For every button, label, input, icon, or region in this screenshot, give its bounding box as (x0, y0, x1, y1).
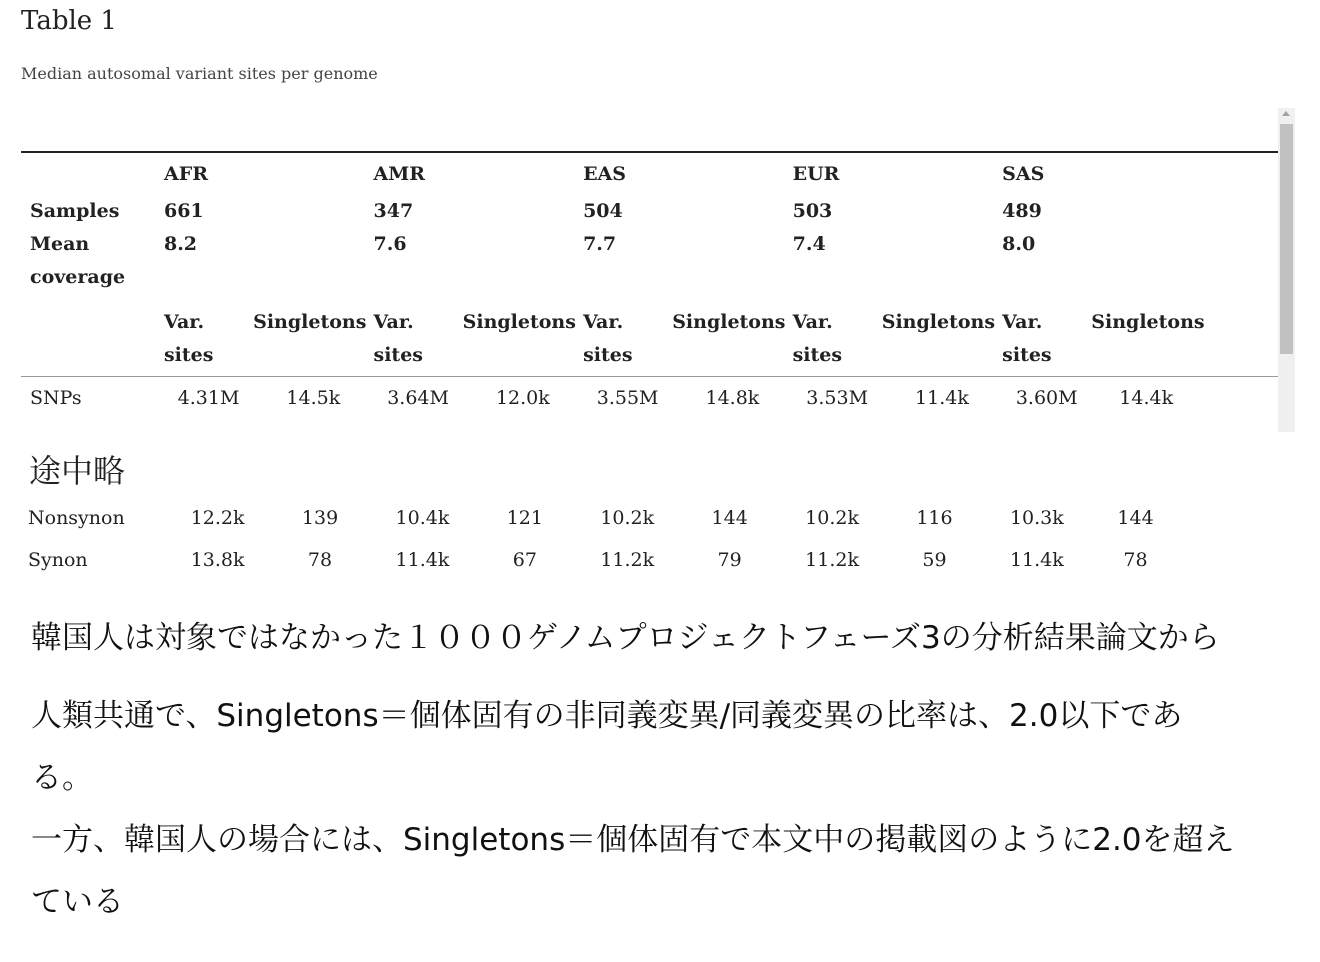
var-sites-header (583, 294, 672, 377)
snps-row (21, 377, 1278, 416)
nonsynon-cell: 144 (711, 507, 748, 529)
var-sites-header (793, 294, 882, 377)
snps-cell: 4.31M (164, 377, 253, 416)
samples-value: 489 (1002, 200, 1042, 222)
coding-variant-table (21, 497, 1278, 581)
samples-value: 661 (163, 200, 204, 222)
omitted-section-note: 途中略 (29, 452, 126, 490)
coverage-label-line1: Mean (30, 233, 90, 255)
samples-value: 504 (583, 200, 623, 222)
coverage-label-line2: coverage (30, 266, 126, 288)
snps-cell: 14.4k (1091, 377, 1278, 416)
coverage-value: 7.7 (583, 233, 617, 255)
synon-cell: 59 (922, 549, 947, 571)
synon-cell: 13.8k (190, 549, 245, 571)
population-header: AMR (373, 163, 426, 185)
var-sites-header (164, 294, 253, 377)
synon-cell: 78 (307, 549, 333, 571)
var-label-line1: Var. (163, 311, 205, 333)
coverage-value: 8.2 (163, 233, 198, 255)
row-header-samples: Samples (30, 200, 120, 222)
population-header: SAS (1002, 163, 1045, 185)
var-label-line1: Var. (1002, 311, 1043, 333)
snps-cell: 3.53M (793, 377, 882, 416)
samples-value: 503 (792, 200, 833, 222)
var-label-line2: sites (792, 344, 843, 366)
singletons-header: Singletons (253, 311, 367, 333)
synon-cell: 11.2k (805, 549, 859, 571)
singletons-header: Singletons (672, 311, 786, 333)
subheader-row (21, 294, 1278, 377)
nonsynon-cell: 121 (506, 507, 543, 529)
snps-cell: 11.4k (882, 377, 1002, 416)
empty-subheader-cell (21, 294, 164, 377)
var-label-line1: Var. (373, 311, 414, 333)
var-sites-header (1002, 294, 1091, 377)
nonsynon-cell: 10.2k (600, 507, 655, 529)
snps-cell: 3.60M (1002, 377, 1091, 416)
var-label-line2: sites (583, 344, 633, 366)
var-label-line1: Var. (792, 311, 833, 333)
samples-row (21, 195, 1278, 228)
var-label-line1: Var. (583, 311, 624, 333)
snps-cell: 12.0k (463, 377, 583, 416)
nonsynon-cell: 10.3k (1009, 507, 1064, 529)
commentary-line-1: 韓国人は対象ではなかった１０００ゲノムプロジェクトフェーズ3の分析結果論文から (31, 620, 1220, 656)
synon-cell: 79 (717, 549, 742, 571)
empty-header-cell (21, 152, 164, 195)
population-header: AFR (163, 163, 208, 185)
row-header-snps: SNPs (21, 377, 164, 416)
commentary-line-5: ている (31, 884, 124, 920)
var-sites-header (374, 294, 463, 377)
scrollbar-thumb[interactable] (1280, 124, 1293, 354)
commentary-line-4: 一方、韓国人の場合には、Singletons＝個体固有で本文中の掲載図のように2.0を超え (31, 822, 1235, 858)
commentary-line-3: る。 (31, 760, 93, 796)
var-label-line2: sites (373, 344, 423, 366)
nonsynon-cell: 139 (301, 507, 339, 529)
var-label-line2: sites (163, 344, 214, 366)
nonsynon-cell: 10.4k (395, 507, 450, 529)
singletons-header: Singletons (881, 311, 996, 333)
nonsynon-cell: 116 (916, 507, 953, 529)
row-header-coverage (21, 228, 164, 294)
table-subtitle: Median autosomal variant sites per genome (21, 64, 378, 83)
table-title: Table 1 (21, 6, 117, 36)
coverage-value: 7.4 (792, 233, 826, 255)
row-header-synon: Synon (28, 549, 88, 571)
samples-value: 347 (373, 200, 414, 222)
synon-cell: 67 (512, 549, 537, 571)
scroll-up-arrow-icon[interactable] (1282, 111, 1290, 116)
coverage-value: 7.6 (373, 233, 407, 255)
population-header-row (21, 152, 1278, 195)
variant-table (21, 151, 1278, 415)
nonsynon-row (21, 497, 1278, 539)
snps-cell: 3.55M (583, 377, 672, 416)
snps-cell: 14.8k (672, 377, 792, 416)
row-header-nonsynon: Nonsynon (28, 507, 125, 529)
scrollable-table-container[interactable] (21, 108, 1295, 432)
singletons-header: Singletons (462, 311, 576, 333)
population-header: EAS (583, 163, 627, 185)
var-label-line2: sites (1002, 344, 1052, 366)
commentary-line-2: 人類共通で、Singletons＝個体固有の非同義変異/同義変異の比率は、2.0以下であ (31, 698, 1183, 734)
coverage-row (21, 228, 1278, 294)
synon-cell: 78 (1123, 549, 1148, 571)
nonsynon-cell: 10.2k (805, 507, 859, 529)
synon-row (21, 539, 1278, 581)
synon-cell: 11.4k (1009, 549, 1064, 571)
snps-cell: 3.64M (374, 377, 463, 416)
nonsynon-cell: 12.2k (190, 507, 245, 529)
synon-cell: 11.4k (395, 549, 450, 571)
snps-cell: 14.5k (253, 377, 373, 416)
singletons-header: Singletons (1091, 311, 1205, 333)
coverage-value: 8.0 (1002, 233, 1036, 255)
population-header: EUR (792, 163, 840, 185)
nonsynon-cell: 144 (1117, 507, 1154, 529)
vertical-scrollbar[interactable] (1278, 108, 1295, 432)
synon-cell: 11.2k (600, 549, 655, 571)
